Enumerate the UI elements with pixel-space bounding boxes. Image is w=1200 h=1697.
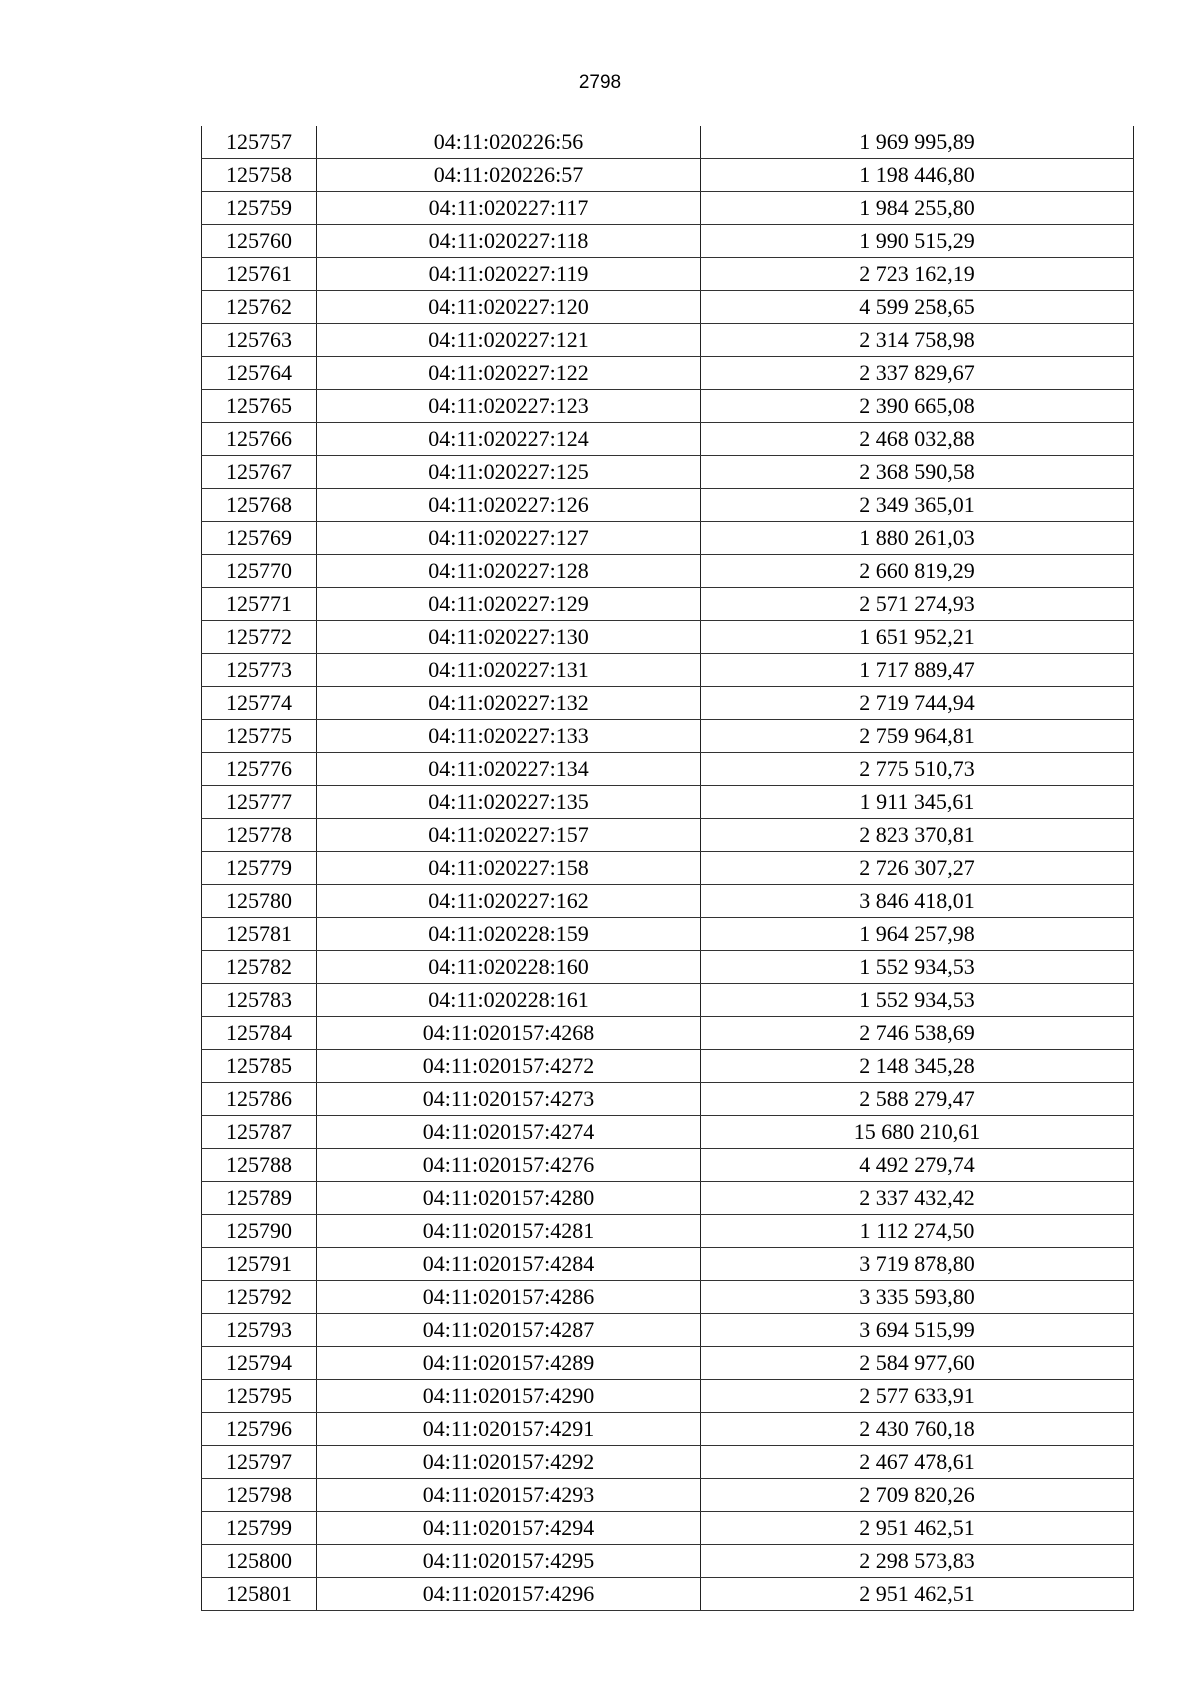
table-row: [202, 1116, 1134, 1149]
row-number-cell: 125763: [202, 324, 317, 357]
row-number-cell: 125781: [202, 918, 317, 951]
cadastral-value-cell: 2 719 744,94: [701, 687, 1134, 720]
cadastral-number-cell: 04:11:020227:124: [317, 423, 701, 456]
row-number-cell: 125777: [202, 786, 317, 819]
cadastral-value-cell: 2 368 590,58: [701, 456, 1134, 489]
cadastral-number-cell: 04:11:020227:158: [317, 852, 701, 885]
table-row: [202, 258, 1134, 291]
table-row: [202, 819, 1134, 852]
table-row: [202, 753, 1134, 786]
row-number-cell: 125758: [202, 159, 317, 192]
cadastral-value-cell: 3 719 878,80: [701, 1248, 1134, 1281]
cadastral-number-cell: 04:11:020226:56: [317, 126, 701, 159]
row-number-cell: 125793: [202, 1314, 317, 1347]
cadastral-number-cell: 04:11:020227:121: [317, 324, 701, 357]
table-row: [202, 357, 1134, 390]
cadastral-value-cell: 2 759 964,81: [701, 720, 1134, 753]
cadastral-number-cell: 04:11:020227:129: [317, 588, 701, 621]
cadastral-value-cell: 15 680 210,61: [701, 1116, 1134, 1149]
table-row: [202, 1215, 1134, 1248]
row-number-cell: 125761: [202, 258, 317, 291]
cadastral-number-cell: 04:11:020157:4274: [317, 1116, 701, 1149]
cadastral-value-cell: 1 552 934,53: [701, 951, 1134, 984]
row-number-cell: 125782: [202, 951, 317, 984]
table-row: [202, 489, 1134, 522]
cadastral-value-cell: 3 846 418,01: [701, 885, 1134, 918]
cadastral-number-cell: 04:11:020227:131: [317, 654, 701, 687]
row-number-cell: 125787: [202, 1116, 317, 1149]
row-number-cell: 125766: [202, 423, 317, 456]
row-number-cell: 125764: [202, 357, 317, 390]
cadastral-value-cell: 1 969 995,89: [701, 126, 1134, 159]
cadastral-number-cell: 04:11:020227:122: [317, 357, 701, 390]
cadastral-value-cell: 2 467 478,61: [701, 1446, 1134, 1479]
table-row: [202, 918, 1134, 951]
row-number-cell: 125767: [202, 456, 317, 489]
cadastral-value-cell: 1 552 934,53: [701, 984, 1134, 1017]
cadastral-number-cell: 04:11:020228:160: [317, 951, 701, 984]
cadastral-value-cell: 2 584 977,60: [701, 1347, 1134, 1380]
row-number-cell: 125759: [202, 192, 317, 225]
row-number-cell: 125786: [202, 1083, 317, 1116]
cadastral-number-cell: 04:11:020227:130: [317, 621, 701, 654]
cadastral-number-cell: 04:11:020227:125: [317, 456, 701, 489]
cadastral-value-cell: 2 726 307,27: [701, 852, 1134, 885]
row-number-cell: 125784: [202, 1017, 317, 1050]
table-row: [202, 1512, 1134, 1545]
table-row: [202, 291, 1134, 324]
table-row: [202, 1182, 1134, 1215]
cadastral-value-cell: 2 314 758,98: [701, 324, 1134, 357]
cadastral-number-cell: 04:11:020227:135: [317, 786, 701, 819]
table-row: [202, 654, 1134, 687]
cadastral-value-cell: 2 775 510,73: [701, 753, 1134, 786]
cadastral-value-cell: 1 990 515,29: [701, 225, 1134, 258]
row-number-cell: 125769: [202, 522, 317, 555]
cadastral-number-cell: 04:11:020157:4281: [317, 1215, 701, 1248]
cadastral-value-cell: 2 571 274,93: [701, 588, 1134, 621]
table-row: [202, 885, 1134, 918]
cadastral-number-cell: 04:11:020157:4295: [317, 1545, 701, 1578]
cadastral-number-cell: 04:11:020227:120: [317, 291, 701, 324]
cadastral-number-cell: 04:11:020157:4268: [317, 1017, 701, 1050]
cadastral-value-cell: 1 911 345,61: [701, 786, 1134, 819]
row-number-cell: 125760: [202, 225, 317, 258]
table-row: [202, 390, 1134, 423]
table-row: [202, 1578, 1134, 1611]
table-row: [202, 1017, 1134, 1050]
cadastral-number-cell: 04:11:020227:119: [317, 258, 701, 291]
row-number-cell: 125783: [202, 984, 317, 1017]
table-row: [202, 720, 1134, 753]
table-row: [202, 1314, 1134, 1347]
cadastral-number-cell: 04:11:020157:4280: [317, 1182, 701, 1215]
table-row: [202, 1413, 1134, 1446]
cadastral-value-cell: 2 951 462,51: [701, 1512, 1134, 1545]
cadastral-value-cell: 1 198 446,80: [701, 159, 1134, 192]
page-number: 2798: [578, 72, 622, 93]
table-row: [202, 588, 1134, 621]
cadastral-value-cell: 2 709 820,26: [701, 1479, 1134, 1512]
row-number-cell: 125797: [202, 1446, 317, 1479]
cadastral-number-cell: 04:11:020227:118: [317, 225, 701, 258]
table-row: [202, 852, 1134, 885]
row-number-cell: 125779: [202, 852, 317, 885]
cadastral-value-cell: 1 717 889,47: [701, 654, 1134, 687]
cadastral-value-cell: 2 390 665,08: [701, 390, 1134, 423]
cadastral-value-cell: 2 577 633,91: [701, 1380, 1134, 1413]
cadastral-value-cell: 1 880 261,03: [701, 522, 1134, 555]
row-number-cell: 125772: [202, 621, 317, 654]
table-row: [202, 1050, 1134, 1083]
cadastral-value-cell: 2 430 760,18: [701, 1413, 1134, 1446]
cadastral-number-cell: 04:11:020227:162: [317, 885, 701, 918]
cadastral-value-cell: 2 349 365,01: [701, 489, 1134, 522]
cadastral-value-cell: 2 588 279,47: [701, 1083, 1134, 1116]
row-number-cell: 125774: [202, 687, 317, 720]
cadastral-number-cell: 04:11:020227:127: [317, 522, 701, 555]
row-number-cell: 125773: [202, 654, 317, 687]
cadastral-value-cell: 1 984 255,80: [701, 192, 1134, 225]
registry-table: [201, 126, 1134, 1611]
cadastral-number-cell: 04:11:020157:4276: [317, 1149, 701, 1182]
row-number-cell: 125790: [202, 1215, 317, 1248]
cadastral-number-cell: 04:11:020157:4290: [317, 1380, 701, 1413]
row-number-cell: 125788: [202, 1149, 317, 1182]
cadastral-value-cell: 4 492 279,74: [701, 1149, 1134, 1182]
cadastral-number-cell: 04:11:020227:128: [317, 555, 701, 588]
cadastral-value-cell: 2 148 345,28: [701, 1050, 1134, 1083]
row-number-cell: 125785: [202, 1050, 317, 1083]
cadastral-value-cell: 1 651 952,21: [701, 621, 1134, 654]
row-number-cell: 125768: [202, 489, 317, 522]
cadastral-number-cell: 04:11:020227:117: [317, 192, 701, 225]
cadastral-value-cell: 2 660 819,29: [701, 555, 1134, 588]
cadastral-number-cell: 04:11:020157:4296: [317, 1578, 701, 1611]
cadastral-value-cell: 2 298 573,83: [701, 1545, 1134, 1578]
table-row: [202, 423, 1134, 456]
cadastral-number-cell: 04:11:020227:126: [317, 489, 701, 522]
table-row: [202, 1479, 1134, 1512]
row-number-cell: 125791: [202, 1248, 317, 1281]
table-row: [202, 1083, 1134, 1116]
cadastral-number-cell: 04:11:020228:161: [317, 984, 701, 1017]
registry-table-wrapper: [201, 126, 1133, 1611]
cadastral-value-cell: 2 951 462,51: [701, 1578, 1134, 1611]
row-number-cell: 125780: [202, 885, 317, 918]
row-number-cell: 125757: [202, 126, 317, 159]
row-number-cell: 125798: [202, 1479, 317, 1512]
table-row: [202, 225, 1134, 258]
table-row: [202, 555, 1134, 588]
row-number-cell: 125775: [202, 720, 317, 753]
table-row: [202, 192, 1134, 225]
row-number-cell: 125765: [202, 390, 317, 423]
cadastral-number-cell: 04:11:020228:159: [317, 918, 701, 951]
row-number-cell: 125770: [202, 555, 317, 588]
cadastral-number-cell: 04:11:020157:4289: [317, 1347, 701, 1380]
cadastral-number-cell: 04:11:020157:4272: [317, 1050, 701, 1083]
row-number-cell: 125776: [202, 753, 317, 786]
row-number-cell: 125799: [202, 1512, 317, 1545]
cadastral-number-cell: 04:11:020227:157: [317, 819, 701, 852]
cadastral-value-cell: 1 964 257,98: [701, 918, 1134, 951]
table-row: [202, 984, 1134, 1017]
table-row: [202, 1347, 1134, 1380]
row-number-cell: 125771: [202, 588, 317, 621]
cadastral-number-cell: 04:11:020227:134: [317, 753, 701, 786]
cadastral-number-cell: 04:11:020227:132: [317, 687, 701, 720]
cadastral-value-cell: 1 112 274,50: [701, 1215, 1134, 1248]
cadastral-value-cell: 2 337 829,67: [701, 357, 1134, 390]
cadastral-number-cell: 04:11:020157:4294: [317, 1512, 701, 1545]
cadastral-number-cell: 04:11:020227:123: [317, 390, 701, 423]
cadastral-value-cell: 3 335 593,80: [701, 1281, 1134, 1314]
table-row: [202, 324, 1134, 357]
row-number-cell: 125792: [202, 1281, 317, 1314]
row-number-cell: 125794: [202, 1347, 317, 1380]
table-row: [202, 522, 1134, 555]
row-number-cell: 125801: [202, 1578, 317, 1611]
table-row: [202, 1446, 1134, 1479]
cadastral-value-cell: 2 337 432,42: [701, 1182, 1134, 1215]
table-row: [202, 159, 1134, 192]
cadastral-value-cell: 2 468 032,88: [701, 423, 1134, 456]
row-number-cell: 125796: [202, 1413, 317, 1446]
table-row: [202, 1545, 1134, 1578]
table-row: [202, 1380, 1134, 1413]
cadastral-value-cell: 3 694 515,99: [701, 1314, 1134, 1347]
cadastral-number-cell: 04:11:020157:4273: [317, 1083, 701, 1116]
table-row: [202, 1149, 1134, 1182]
table-row: [202, 126, 1134, 159]
row-number-cell: 125795: [202, 1380, 317, 1413]
cadastral-value-cell: 4 599 258,65: [701, 291, 1134, 324]
table-row: [202, 456, 1134, 489]
row-number-cell: 125800: [202, 1545, 317, 1578]
cadastral-number-cell: 04:11:020157:4287: [317, 1314, 701, 1347]
row-number-cell: 125778: [202, 819, 317, 852]
table-row: [202, 1248, 1134, 1281]
cadastral-number-cell: 04:11:020157:4293: [317, 1479, 701, 1512]
cadastral-number-cell: 04:11:020157:4284: [317, 1248, 701, 1281]
cadastral-number-cell: 04:11:020226:57: [317, 159, 701, 192]
row-number-cell: 125762: [202, 291, 317, 324]
table-row: [202, 687, 1134, 720]
table-row: [202, 786, 1134, 819]
cadastral-number-cell: 04:11:020157:4286: [317, 1281, 701, 1314]
table-row: [202, 1281, 1134, 1314]
cadastral-number-cell: 04:11:020157:4292: [317, 1446, 701, 1479]
row-number-cell: 125789: [202, 1182, 317, 1215]
registry-table-body: [202, 126, 1134, 1611]
cadastral-value-cell: 2 823 370,81: [701, 819, 1134, 852]
cadastral-number-cell: 04:11:020227:133: [317, 720, 701, 753]
cadastral-number-cell: 04:11:020157:4291: [317, 1413, 701, 1446]
cadastral-value-cell: 2 723 162,19: [701, 258, 1134, 291]
table-row: [202, 621, 1134, 654]
cadastral-value-cell: 2 746 538,69: [701, 1017, 1134, 1050]
table-row: [202, 951, 1134, 984]
